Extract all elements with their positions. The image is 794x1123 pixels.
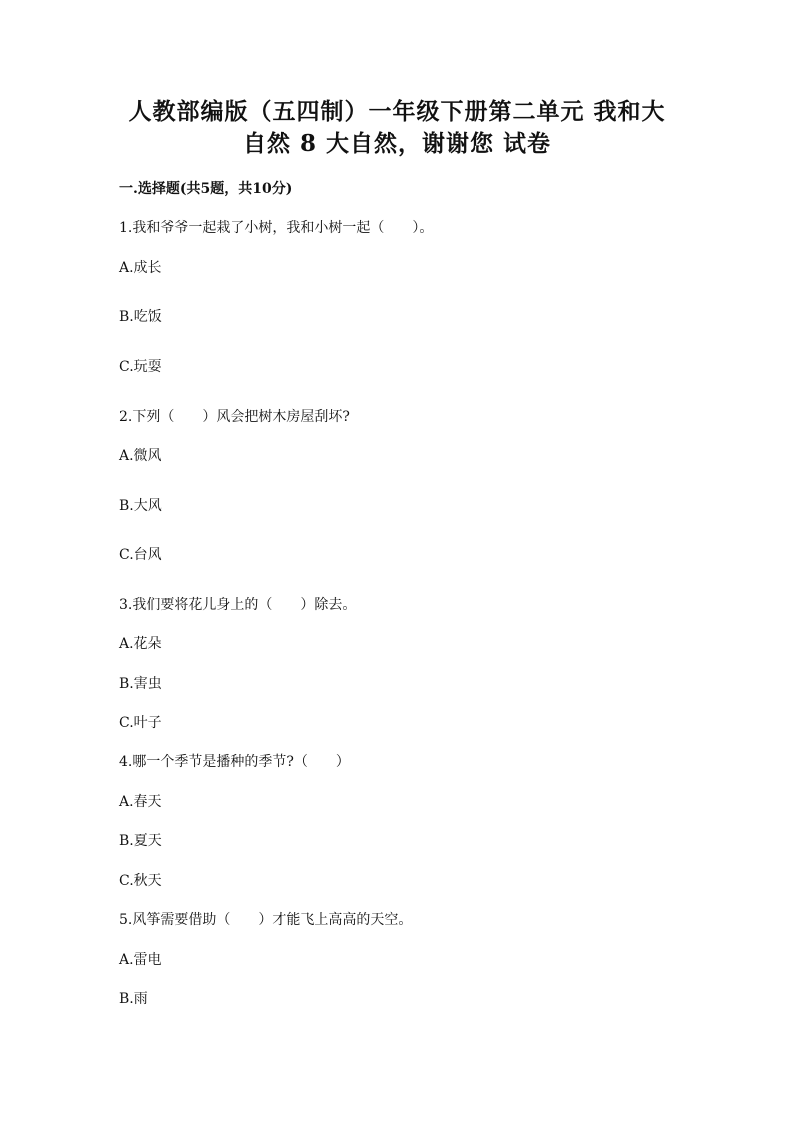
question-1-stem: 1.我和爷爷一起栽了小树，我和小树一起（ ）。 xyxy=(119,220,434,236)
question-1-option-b: B.吃饭 xyxy=(119,309,162,325)
question-4-option-b: B.夏天 xyxy=(119,833,162,849)
question-1-option-a: A.成长 xyxy=(119,260,162,276)
page-title-line-1: 人教部编版（五四制）一年级下册第二单元 我和大 xyxy=(128,98,666,125)
question-2-option-b: B.大风 xyxy=(119,498,162,514)
question-1-option-c: C.玩耍 xyxy=(119,359,162,375)
question-5-option-a: A.雷电 xyxy=(119,952,162,968)
question-4-option-a: A.春天 xyxy=(119,794,162,810)
question-3-option-a: A.花朵 xyxy=(119,636,162,652)
question-2-stem: 2.下列（ ）风会把树木房屋刮坏? xyxy=(119,409,350,425)
question-4-stem: 4.哪一个季节是播种的季节?（ ） xyxy=(119,754,350,770)
question-3-option-c: C.叶子 xyxy=(119,715,162,731)
question-5-option-b: B.雨 xyxy=(119,991,148,1007)
section-heading: 一.选择题(共5题，共10分) xyxy=(119,181,293,197)
page-title-line-2: 自然 8 大自然，谢谢您 试卷 xyxy=(242,130,552,157)
question-3-option-b: B.害虫 xyxy=(119,676,162,692)
question-5-stem: 5.风筝需要借助（ ）才能飞上高高的天空。 xyxy=(119,912,413,928)
question-3-stem: 3.我们要将花儿身上的（ ）除去。 xyxy=(119,597,357,613)
question-4-option-c: C.秋天 xyxy=(119,873,162,889)
question-2-option-a: A.微风 xyxy=(119,448,162,464)
question-2-option-c: C.台风 xyxy=(119,547,162,563)
